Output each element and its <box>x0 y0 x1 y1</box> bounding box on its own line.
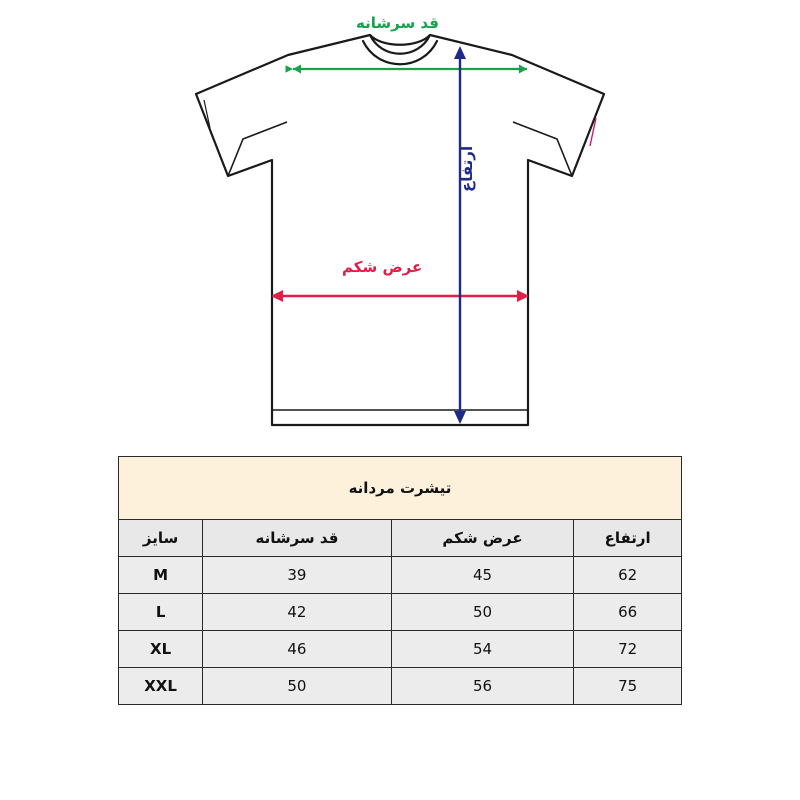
cell-shoulder: 42 <box>203 594 392 631</box>
height-label: ارتفاع <box>458 145 476 192</box>
table-header-row <box>119 520 682 557</box>
column-header-shoulder: قد سرشانه <box>203 520 392 557</box>
tshirt-outline <box>196 35 604 425</box>
table-title-row <box>119 457 682 520</box>
cell-height: 72 <box>574 631 682 668</box>
cell-chest: 45 <box>391 557 574 594</box>
cell-chest: 56 <box>391 668 574 705</box>
cell-size: M <box>119 557 203 594</box>
table-row <box>119 668 682 705</box>
cell-chest: 50 <box>391 594 574 631</box>
cell-size: XXL <box>119 668 203 705</box>
cell-height: 62 <box>574 557 682 594</box>
cell-shoulder: 39 <box>203 557 392 594</box>
shoulder-label: قد سرشانه <box>356 14 439 32</box>
cell-size: L <box>119 594 203 631</box>
cell-chest: 54 <box>391 631 574 668</box>
cell-shoulder: 46 <box>203 631 392 668</box>
cell-height: 75 <box>574 668 682 705</box>
table-row <box>119 631 682 668</box>
cell-size: XL <box>119 631 203 668</box>
table-row <box>119 594 682 631</box>
chest-label: عرض شکم <box>342 258 423 276</box>
column-header-size: سایز <box>119 520 203 557</box>
cell-shoulder: 50 <box>203 668 392 705</box>
size-table <box>118 456 682 705</box>
cell-height: 66 <box>574 594 682 631</box>
table-title: تیشرت مردانه <box>119 457 682 520</box>
table-row <box>119 557 682 594</box>
column-header-chest: عرض شکم <box>391 520 574 557</box>
column-header-height: ارتفاع <box>574 520 682 557</box>
